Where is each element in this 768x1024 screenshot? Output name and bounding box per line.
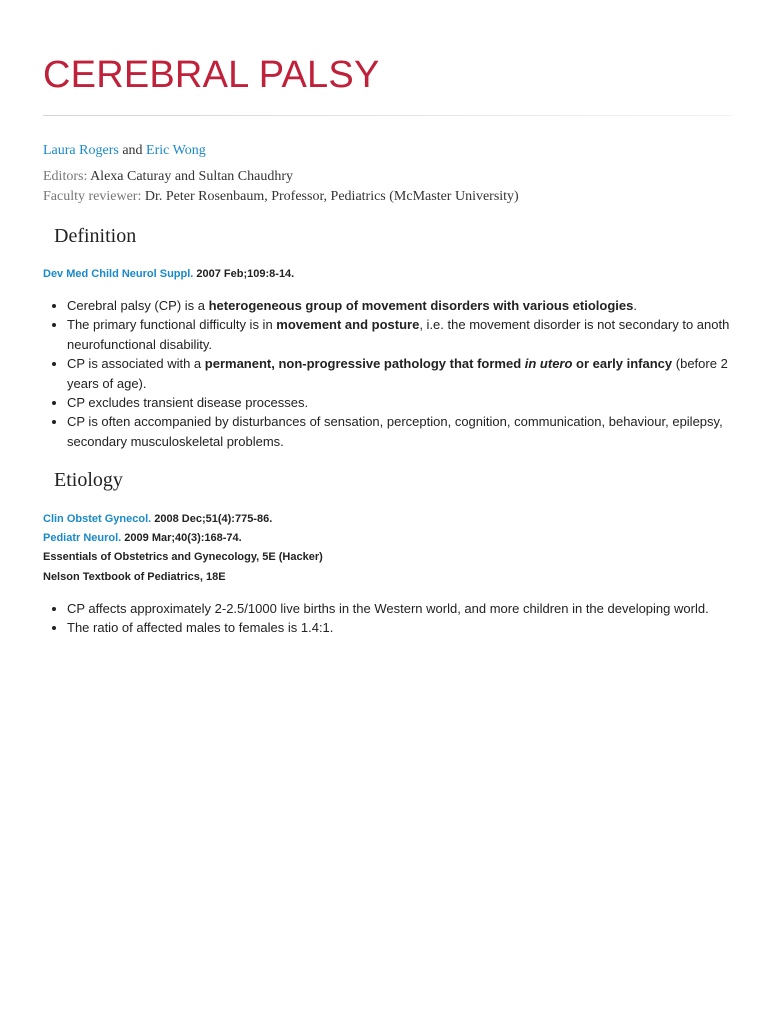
list-item: [67, 354, 732, 393]
definition-bullet-list: [67, 296, 732, 451]
bullet-text: CP is associated with a: [67, 356, 205, 372]
ref-link-dev-med-child-neurol[interactable]: Dev Med Child Neurol Suppl.: [43, 268, 194, 280]
etiology-ref-1: [43, 513, 272, 525]
etiology-ref-4: [43, 571, 226, 583]
ref-link-pediatr-neurol[interactable]: Pediatr Neurol.: [43, 532, 122, 544]
etiology-ref-3: [43, 551, 323, 563]
ref-citation: 2009 Mar;40(3):168-74.: [121, 532, 242, 544]
list-item: [67, 599, 732, 618]
ref-citation: 2008 Dec;51(4):775-86.: [151, 513, 273, 525]
ref-citation: 2007 Feb;109:8-14.: [193, 268, 295, 280]
bullet-text: secondary musculoskeletal problems.: [67, 433, 284, 449]
list-item: [67, 315, 732, 354]
faculty-reviewer-label: Faculty reviewer:: [43, 189, 142, 204]
bullet-text: CP is often accompanied by disturbances of sensation, perception, cognition, communication, behaviour, epilepsy,: [67, 414, 723, 430]
page-title: CEREBRAL PALSY: [43, 54, 380, 96]
bullet-text: , i.e. the movement disorder is not secondary to anoth: [419, 317, 730, 333]
bullet-text: The ratio of affected males to females is 1.4:1.: [67, 620, 334, 636]
etiology-bullet-list: [67, 599, 732, 638]
list-item: [67, 412, 732, 451]
bullet-text: CP affects approximately 2-2.5/1000 live births in the Western world, and more children in the developing world.: [67, 601, 709, 616]
bullet-emphasis: movement and posture: [276, 317, 420, 333]
etiology-heading: Etiology: [54, 469, 123, 491]
definition-ref-1: [43, 268, 294, 280]
authors-line: [43, 143, 206, 159]
editors-line: [43, 169, 293, 185]
ref-citation: Essentials of Obstetrics and Gynecology, 5E (Hacker): [43, 551, 323, 563]
bullet-text: Cerebral palsy (CP) is a: [67, 298, 209, 313]
authors-conjunction: and: [118, 143, 147, 158]
faculty-reviewer-line: [43, 189, 519, 205]
list-item: [67, 618, 732, 637]
bullet-emphasis: or early infancy: [572, 356, 673, 372]
bullet-text: .: [633, 298, 637, 313]
title-divider: [43, 115, 732, 116]
faculty-reviewer-value: Dr. Peter Rosenbaum, Professor, Pediatrics (McMaster University): [141, 189, 519, 204]
author-link-eric-wong[interactable]: Eric Wong: [146, 143, 206, 158]
bullet-text: The primary functional difficulty is in: [67, 317, 277, 333]
bullet-emphasis: heterogeneous group of movement disorders with various etiologies: [208, 298, 634, 313]
author-link-laura-rogers[interactable]: Laura Rogers: [43, 143, 119, 158]
definition-heading: Definition: [54, 225, 137, 247]
list-item: [67, 296, 732, 315]
etiology-ref-2: [43, 532, 242, 544]
bullet-text: CP excludes transient disease processes.: [67, 395, 309, 411]
bullet-text: years of age).: [67, 375, 147, 391]
bullet-emphasis: permanent, non-progressive pathology that formed: [204, 356, 525, 372]
list-item: [67, 393, 732, 412]
bullet-text: neurofunctional disability.: [67, 336, 213, 352]
editors-label: Editors:: [43, 169, 88, 184]
bullet-emphasis-italic: in utero: [524, 356, 573, 372]
ref-link-clin-obstet-gynecol[interactable]: Clin Obstet Gynecol.: [43, 513, 152, 525]
ref-citation: Nelson Textbook of Pediatrics, 18E: [43, 571, 226, 583]
bullet-text: (before 2: [672, 356, 728, 372]
editors-value: Alexa Caturay and Sultan Chaudhry: [87, 169, 294, 184]
